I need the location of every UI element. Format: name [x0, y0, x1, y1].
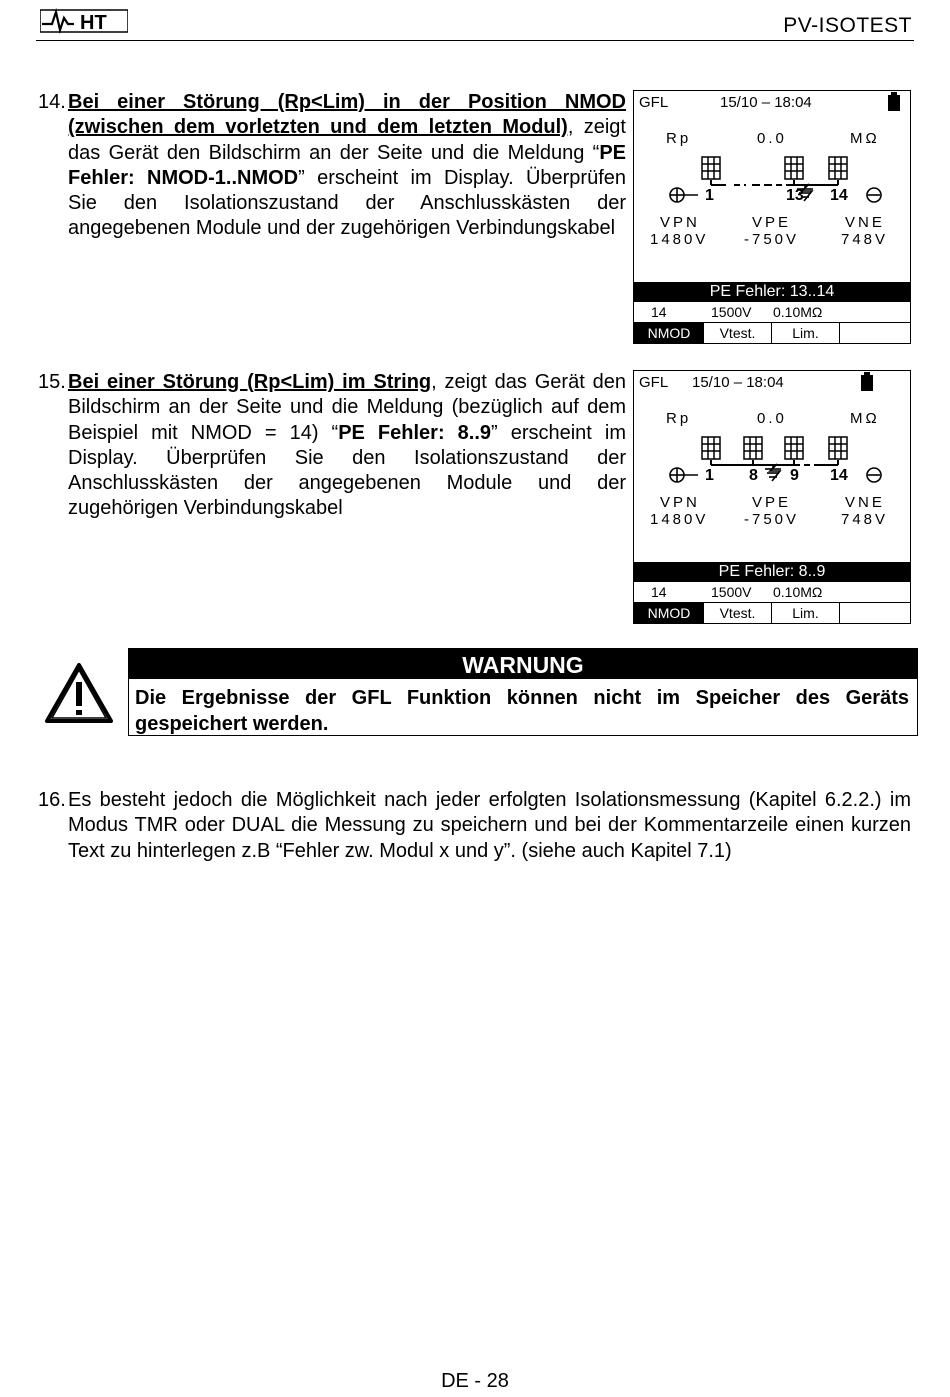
- lcd1-vtest-value: 1500V: [711, 304, 752, 320]
- lcd2-string-diagram: [634, 429, 910, 489]
- minus-terminal-icon: [867, 188, 881, 202]
- lcd1-vpe-value: -750V: [744, 231, 800, 248]
- lcd1-string-diagram: [634, 149, 910, 209]
- item-16-text: Es besteht jedoch die Möglichkeit nach jeder erfolgten Isolationsmessung (Kapitel 6.2.2.) im Modus TMR oder DUAL die Messung zu speichern und bei der Kommentarzeile einen kurzen Text zu hinterlegen z.B “Fehler zw. Modul x und y”. (siehe auch Kapitel 7.1): [68, 789, 911, 862]
- lcd2-tabs-row: [634, 602, 910, 624]
- lcd2-rp-unit: MΩ: [850, 410, 880, 427]
- lcd1-vpn-value: 1480V: [650, 231, 709, 248]
- doc-title: PV-ISOTEST: [783, 14, 912, 37]
- lcd2-lim-value: 0.10MΩ: [773, 584, 823, 600]
- lcd1-mode: GFL: [639, 94, 669, 111]
- lcd1-battery-icon: [888, 95, 900, 111]
- lcd2-battery-icon: [861, 375, 873, 391]
- lcd1-rp-value: 0.0: [757, 130, 787, 147]
- lcd2-tab-nmod: NMOD: [634, 603, 704, 623]
- item-14-text: [68, 90, 626, 242]
- lcd2-module-first: 1: [705, 467, 714, 484]
- ht-logo: [40, 6, 128, 34]
- lcd2-vne-value: 748V: [841, 511, 889, 528]
- lcd1-rp-unit: MΩ: [850, 130, 880, 147]
- item-15-number: 15.: [38, 371, 66, 393]
- lcd2-module-last: 14: [830, 467, 848, 484]
- lcd2-mode: GFL: [639, 374, 669, 391]
- lcd1-tab-lim: Lim.: [772, 323, 840, 343]
- plus-terminal-icon: [670, 468, 684, 482]
- warning-title: WARNUNG: [129, 649, 917, 679]
- lcd1-vpe-label: VPE: [752, 214, 792, 231]
- lcd1-nmod-value: 14: [651, 304, 667, 320]
- item-15-bold-heading: Bei einer Störung (Rp<Lim) im String: [68, 371, 432, 393]
- item-14-bold-message: PE Fehler: NMOD-1..NMOD: [68, 141, 626, 189]
- header-rule: [36, 40, 914, 41]
- lcd2-tab-vtest: Vtest.: [704, 603, 772, 623]
- ground-fault-icon: [765, 464, 781, 481]
- lcd1-lim-value: 0.10MΩ: [773, 304, 823, 320]
- lcd1-tabs-row: [634, 322, 910, 344]
- lcd2-module-b: 9: [790, 467, 799, 484]
- lcd2-nmod-value: 14: [651, 584, 667, 600]
- solar-panel-icon: [702, 437, 847, 459]
- logo-text: HT: [80, 12, 107, 34]
- item-15-text-part1: , zeigt das Gerät den Bildschirm an der Seite und die Meldung (bezüglich auf dem Beispiel mit NMOD = 14) “: [68, 371, 626, 444]
- warning-triangle-icon: [44, 662, 114, 724]
- item-15-bold-message: PE Fehler: 8..9: [338, 421, 492, 444]
- item-14-bold-heading: Bei einer Störung (Rp<Lim) in der Position NMOD (zwischen dem vorletzten und dem letzten Modul): [68, 91, 626, 139]
- item-14-text-part1: , zeigt das Gerät den Bildschirm an der Seite und die Meldung “: [68, 116, 626, 164]
- page-number: DE - 28: [441, 1370, 509, 1392]
- lcd1-vne-value: 748V: [841, 231, 889, 248]
- lcd2-vne-label: VNE: [845, 494, 885, 511]
- lcd2-vpn-value: 1480V: [650, 511, 709, 528]
- lcd2-values-row: [634, 582, 910, 602]
- lcd1-vne-label: VNE: [845, 214, 885, 231]
- lcd1-module-a: 13: [786, 187, 804, 204]
- lcd2-rp-value: 0.0: [757, 410, 787, 427]
- lcd2-module-a: 8: [749, 467, 758, 484]
- lcd2-vpn-label: VPN: [660, 494, 700, 511]
- lcd1-rp-label: Rp: [666, 130, 692, 147]
- item-15-text: [68, 370, 626, 522]
- lcd1-tab-vtest: Vtest.: [704, 323, 772, 343]
- lcd2-vtest-value: 1500V: [711, 584, 752, 600]
- warning-box: [128, 648, 918, 736]
- lcd2-message: PE Fehler: 8..9: [634, 562, 910, 582]
- lcd2-vpe-label: VPE: [752, 494, 792, 511]
- item-14-number: 14.: [38, 91, 66, 113]
- lcd1-vpn-label: VPN: [660, 214, 700, 231]
- lcd-screen-2: [633, 370, 911, 624]
- item-15-text-part2: ” erscheint im Display. Überprüfen Sie den Isolationszustand der Anschlusskästen der angegebenen Module und der zugehörigen Verbindungskabel: [68, 421, 626, 520]
- lcd1-message: PE Fehler: 13..14: [634, 282, 910, 302]
- warning-text: Die Ergebnisse der GFL Funktion können nicht im Speicher des Geräts gespeichert werden.: [135, 687, 909, 735]
- minus-terminal-icon: [867, 468, 881, 482]
- solar-panel-icon: [702, 157, 847, 179]
- lcd2-tab-lim: Lim.: [772, 603, 840, 623]
- plus-terminal-icon: [670, 188, 684, 202]
- lcd1-module-first: 1: [705, 187, 714, 204]
- lcd2-rp-label: Rp: [666, 410, 692, 427]
- item-16-number: 16.: [38, 789, 66, 811]
- lcd1-values-row: [634, 302, 910, 322]
- lcd2-vpe-value: -750V: [744, 511, 800, 528]
- item-14-text-part2: ” erscheint im Display. Überprüfen Sie den Isolationszustand der Anschlusskästen der angegebenen Module und der zugehörigen Verbindungskabel: [68, 166, 626, 240]
- lcd1-tab-nmod: NMOD: [634, 323, 704, 343]
- lcd-screen-1: [633, 90, 911, 344]
- lcd2-datetime: 15/10 – 18:04: [692, 374, 784, 391]
- lcd1-module-b: 14: [830, 187, 848, 204]
- lcd1-datetime: 15/10 – 18:04: [720, 94, 812, 111]
